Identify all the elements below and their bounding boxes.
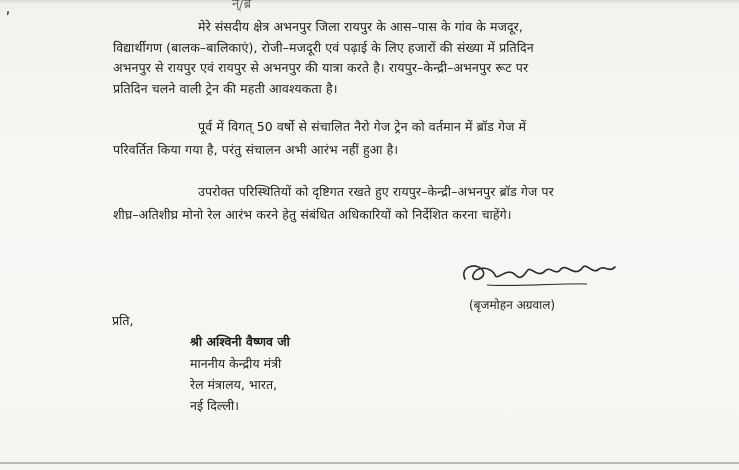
paragraph-2-line-2: परिवर्तित किया गया है, परंतु संचालन अभी आरंभ नहीं हुआ है। (113, 142, 399, 157)
recipient-title: माननीय केन्द्रीय मंत्री (190, 356, 282, 371)
paragraph-3-line-2: शीघ्र–अतिशीघ्र मोनो रेल आरंभ करने हेतु संबंधित अधिकारियों को निर्देशित करना चाहेंगे। (113, 207, 512, 222)
paragraph-1-line-3: अभनपुर से रायपुर एवं रायपुर से अभनपुर की यात्रा करते है। रायपुर–केन्द्री–अभनपुर रूट पर (113, 60, 529, 75)
paragraph-1-line-2: विद्यार्थीगण (बालक–बालिकाएं), रोजी–मजदूरी एवं पढ़ाई के लिए हजारों की संख्या में प्रतिदिन (113, 40, 534, 55)
paragraph-1-line-1: मेरे संसदीय क्षेत्र अभनपुर जिला रायपुर के आस–पास के गांव के मजदूर, (198, 19, 523, 34)
bottom-edge (0, 462, 739, 464)
page-top-edge (0, 0, 739, 4)
paragraph-3-line-1: उपरोक्त परिस्थितियों को दृष्टिगत रखते हुए रायपुर–केन्द्री–अभनपुर ब्रॉड गेज पर (198, 184, 554, 199)
paragraph-1-line-4: प्रतिदिन चलने वाली ट्रेन की महती आवश्यकता है। (113, 81, 338, 96)
prati-label: प्रति, (112, 313, 134, 328)
recipient-city: नई दिल्ली। (190, 398, 240, 413)
corner-mark: ’ (4, 7, 13, 28)
handwritten-signature (457, 257, 619, 297)
signatory-name: (बृजमोहन अग्रवाल) (469, 298, 556, 312)
recipient-name: श्री अश्विनी वैष्णव जी (190, 334, 290, 349)
top-cut-text: न्/ब्र (232, 0, 252, 12)
paragraph-2-line-1: पूर्व में विगत् 50 वर्षो से संचालित नैरो गेज ट्रेन को वर्तमान में ब्रॉड गेज में (198, 119, 527, 134)
recipient-ministry: रेल मंत्रालय, भारत, (190, 377, 278, 392)
